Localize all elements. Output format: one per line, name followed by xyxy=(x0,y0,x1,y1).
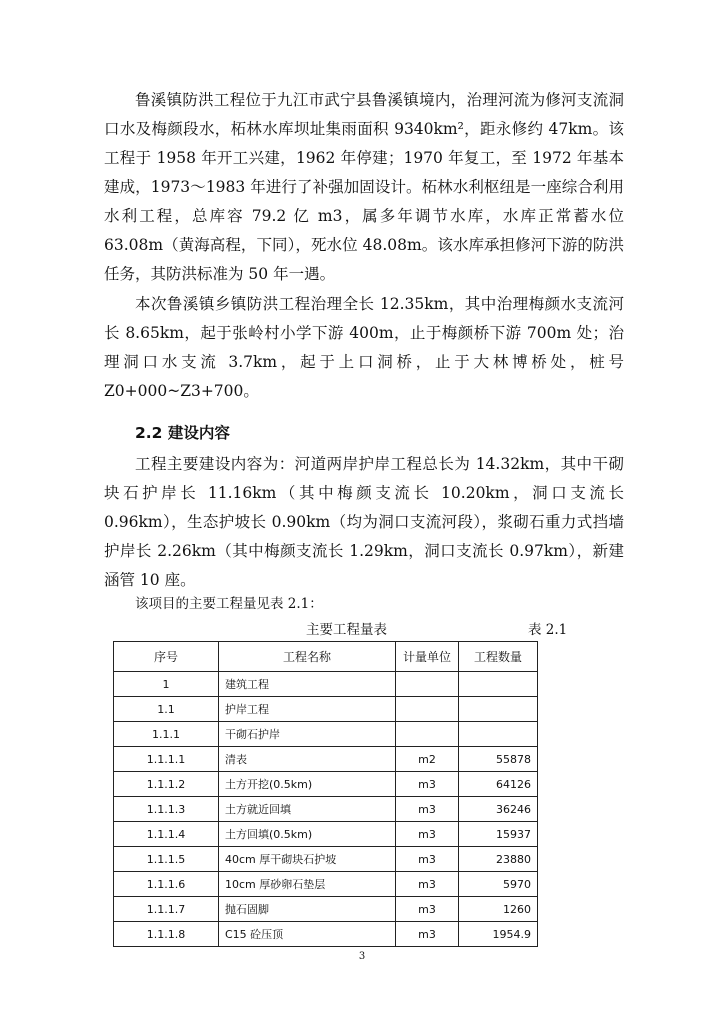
table-row xyxy=(114,847,538,872)
cell-unit: m3 xyxy=(396,872,459,897)
cell-index: 1.1.1.1 xyxy=(114,747,219,772)
cell-index: 1.1.1.2 xyxy=(114,772,219,797)
cell-name: 40cm 厚干砌块石护坡 xyxy=(219,847,396,872)
cell-name: 土方就近回填 xyxy=(219,797,396,822)
cell-quantity: 36246 xyxy=(459,797,538,822)
paragraph-construction-content: 工程主要建设内容为：河道两岸护岸工程总长为 14.32km，其中干砌块石护岸长 11.16km（其中梅颜支流长 10.20km，洞口支流长 0.96km），生态护坡长 0.90km（均为洞口支流河段），浆砌石重力式挡墙护岸长 2.26km（其中梅颜支流长 1.29km，洞口支流长 0.97km），新建涵管 10 座。 xyxy=(104,455,624,589)
cell-name: 护岸工程 xyxy=(219,697,396,722)
page-number: 3 xyxy=(358,951,366,962)
cell-name: C15 砼压顶 xyxy=(219,922,396,947)
table-row xyxy=(114,772,538,797)
table-header-row xyxy=(114,642,538,672)
cell-unit: m3 xyxy=(396,897,459,922)
table-row xyxy=(114,747,538,772)
cell-quantity: 1954.9 xyxy=(459,922,538,947)
cell-name: 建筑工程 xyxy=(219,672,396,697)
cell-name: 清表 xyxy=(219,747,396,772)
table-intro-text: 该项目的主要工程量见表 2.1： xyxy=(135,596,323,612)
cell-index: 1.1.1.8 xyxy=(114,922,219,947)
cell-unit xyxy=(396,672,459,697)
cell-unit: m2 xyxy=(396,747,459,772)
cell-index: 1.1.1.7 xyxy=(114,897,219,922)
cell-unit xyxy=(396,697,459,722)
cell-quantity: 64126 xyxy=(459,772,538,797)
cell-name: 10cm 厚砂卵石垫层 xyxy=(219,872,396,897)
cell-unit xyxy=(396,722,459,747)
table-number: 表 2.1 xyxy=(528,622,568,638)
table-row xyxy=(114,872,538,897)
paragraph-project-location: 鲁溪镇防洪工程位于九江市武宁县鲁溪镇境内，治理河流为修河支流洞口水及梅颜段水，柘林水库坝址集雨面积 9340km²，距永修约 47km。该工程于 1958 年开工兴建，1962 年停建；1970 年复工，至 1972 年基本建成，1973～1983 年进行了补强加固设计。柘林水利枢纽是一座综合利用水利工程，总库容 79.2 亿 m3，属多年调节水库，水库正常蓄水位 63.08m（黄海高程，下同），死水位 48.08m。该水库承担修河下游的防洪任务，其防洪标准为 50 年一遇。 xyxy=(104,91,624,283)
header-cell: 序号 xyxy=(114,642,219,672)
table-title: 主要工程量表 xyxy=(306,622,387,638)
table-row xyxy=(114,797,538,822)
table-row xyxy=(114,897,538,922)
cell-quantity xyxy=(459,722,538,747)
quantity-table xyxy=(113,641,538,947)
cell-name: 抛石固脚 xyxy=(219,897,396,922)
cell-index: 1 xyxy=(114,672,219,697)
table-row xyxy=(114,672,538,697)
cell-quantity: 15937 xyxy=(459,822,538,847)
cell-index: 1.1.1.6 xyxy=(114,872,219,897)
paragraph-treatment-scope: 本次鲁溪镇乡镇防洪工程治理全长 12.35km，其中治理梅颜水支流河长 8.65km，起于张岭村小学下游 400m，止于梅颜桥下游 700m 处；治理洞口水支流 3.7km，起于上口洞桥，止于大林博桥处，桩号 Z0+000~Z3+700。 xyxy=(104,295,624,400)
table-row xyxy=(114,922,538,947)
cell-index: 1.1.1.4 xyxy=(114,822,219,847)
cell-unit: m3 xyxy=(396,797,459,822)
cell-quantity xyxy=(459,697,538,722)
cell-quantity xyxy=(459,672,538,697)
header-cell: 计量单位 xyxy=(396,642,459,672)
cell-unit: m3 xyxy=(396,847,459,872)
cell-index: 1.1 xyxy=(114,697,219,722)
cell-unit: m3 xyxy=(396,822,459,847)
cell-unit: m3 xyxy=(396,922,459,947)
cell-quantity: 55878 xyxy=(459,747,538,772)
cell-quantity: 1260 xyxy=(459,897,538,922)
cell-name: 干砌石护岸 xyxy=(219,722,396,747)
cell-name: 土方开挖(0.5km) xyxy=(219,772,396,797)
cell-quantity: 23880 xyxy=(459,847,538,872)
cell-index: 1.1.1.5 xyxy=(114,847,219,872)
cell-index: 1.1.1 xyxy=(114,722,219,747)
header-cell: 工程数量 xyxy=(459,642,538,672)
cell-name: 土方回填(0.5km) xyxy=(219,822,396,847)
header-cell: 工程名称 xyxy=(219,642,396,672)
table-row xyxy=(114,822,538,847)
section-heading: 2.2 建设内容 xyxy=(135,424,230,442)
cell-unit: m3 xyxy=(396,772,459,797)
cell-quantity: 5970 xyxy=(459,872,538,897)
table-row xyxy=(114,697,538,722)
table-row xyxy=(114,722,538,747)
cell-index: 1.1.1.3 xyxy=(114,797,219,822)
